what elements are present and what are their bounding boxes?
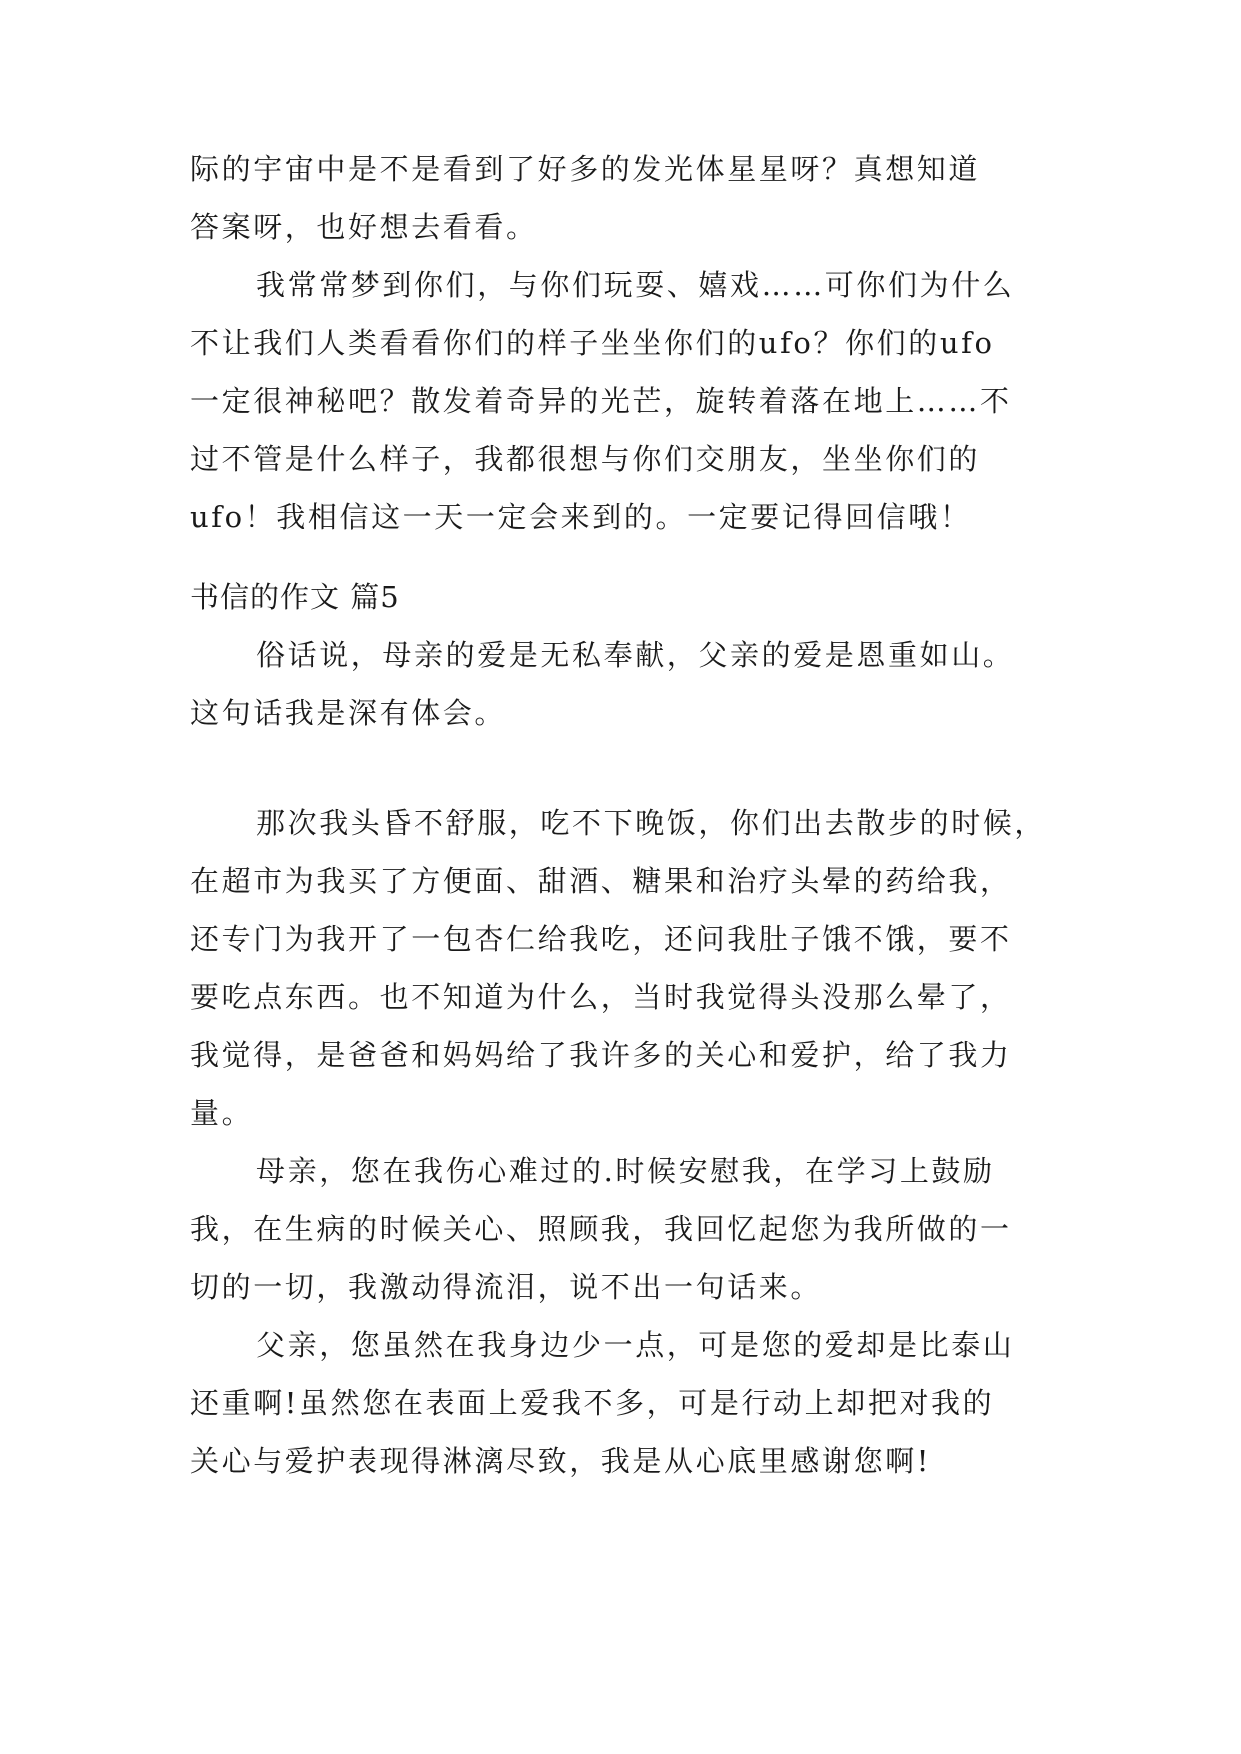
- text-line: 这句话我是深有体会。: [190, 696, 507, 730]
- text-line: 要吃点东西。也不知道为什么，当时我觉得头没那么晕了，: [190, 980, 1012, 1014]
- text-line: 母亲，您在我伤心难过的.时候安慰我，在学习上鼓励: [256, 1154, 995, 1188]
- text-line: 俗话说，母亲的爱是无私奉献，父亲的爱是恩重如山。: [256, 638, 1015, 672]
- text-line: 关心与爱护表现得淋漓尽致，我是从心底里感谢您啊!: [190, 1444, 932, 1478]
- section-heading: 书信的作文 篇5: [190, 580, 400, 614]
- text-line: 还重啊!虽然您在表面上爱我不多，可是行动上却把对我的: [190, 1386, 995, 1420]
- text-line: 我常常梦到你们，与你们玩耍、嬉戏……可你们为什么: [256, 268, 1015, 302]
- text-line: ufo！我相信这一天一定会来到的。一定要记得回信哦！: [190, 500, 972, 534]
- text-line: 答案呀，也好想去看看。: [190, 210, 538, 244]
- spacer: [190, 546, 1060, 568]
- text-line: 量。: [190, 1096, 254, 1130]
- paragraph-ufo: [190, 256, 1060, 546]
- paragraph-father: [190, 1316, 1060, 1490]
- paragraph-mother: [190, 1142, 1060, 1316]
- text-line: 还专门为我开了一包杏仁给我吃，还问我肚子饿不饿，要不: [190, 922, 1012, 956]
- text-line: 切的一切，我激动得流泪，说不出一句话来。: [190, 1270, 823, 1304]
- text-line: 一定很神秘吧？散发着奇异的光芒，旋转着落在地上……不: [190, 384, 1012, 418]
- paragraph-continuation: [190, 140, 1060, 256]
- text-line: 在超市为我买了方便面、甜酒、糖果和治疗头晕的药给我，: [190, 864, 1012, 898]
- text-line: 父亲，您虽然在我身边少一点，可是您的爱却是比泰山: [256, 1328, 1015, 1362]
- paragraph-intro: [190, 626, 1060, 742]
- text-line: 我觉得，是爸爸和妈妈给了我许多的关心和爱护，给了我力: [190, 1038, 1012, 1072]
- text-line: 过不管是什么样子，我都很想与你们交朋友，坐坐你们的: [190, 442, 981, 476]
- text-line: 那次我头昏不舒服，吃不下晚饭，你们出去散步的时候，: [256, 806, 1047, 840]
- text-line: 不让我们人类看看你们的样子坐坐你们的ufo？你们的ufo: [190, 326, 995, 360]
- document-page: [190, 140, 1060, 1490]
- text-line: 际的宇宙中是不是看到了好多的发光体星星呀？真想知道: [190, 152, 981, 186]
- spacer: [190, 742, 1060, 794]
- text-line: 我，在生病的时候关心、照顾我，我回忆起您为我所做的一: [190, 1212, 1012, 1246]
- paragraph-story: [190, 794, 1060, 1142]
